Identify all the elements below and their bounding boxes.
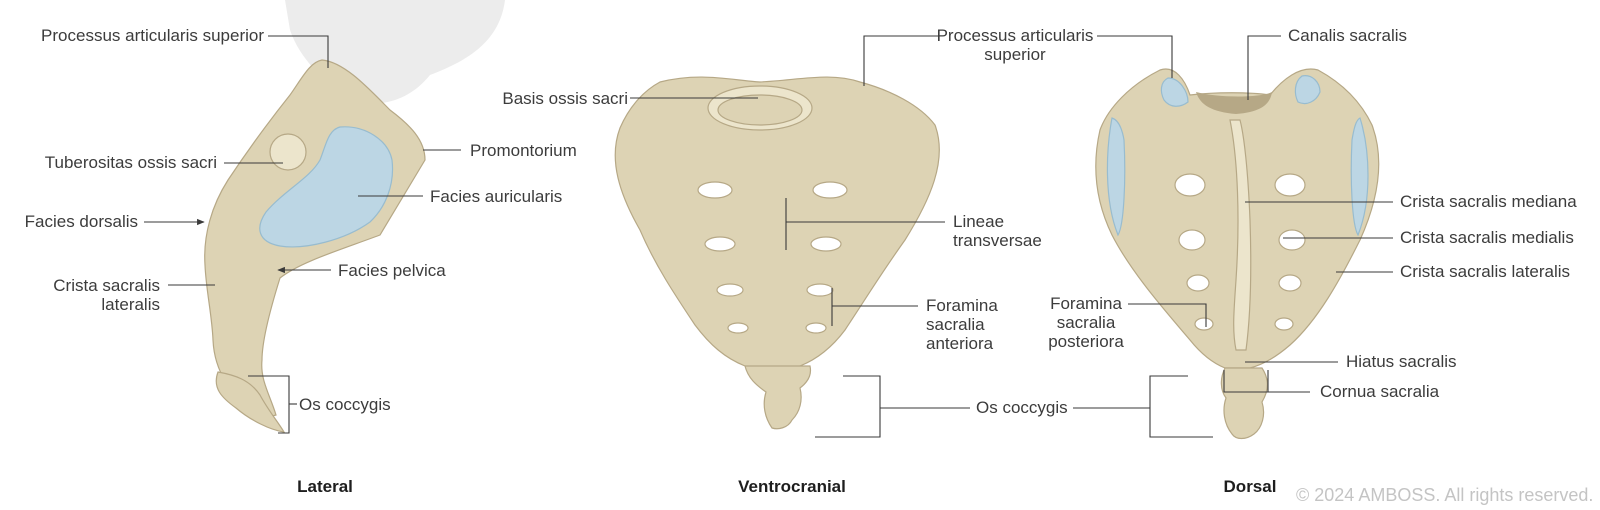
label-foramina-sacralia-anteriora: Foramina sacralia anteriora [926, 296, 998, 353]
leader-processus-articularis-ventral [864, 36, 939, 86]
label-facies-dorsalis: Facies dorsalis [24, 212, 138, 231]
label-cornua-sacralia: Cornua sacralia [1320, 382, 1440, 401]
foramen-posterior-2-left [1179, 230, 1205, 250]
basis-ossis-sacri-inner [718, 95, 802, 125]
label-os-coccygis-ventral: Os coccygis [976, 398, 1068, 417]
foramen-anterior-1-right [813, 182, 847, 198]
foramen-anterior-3-right [807, 284, 833, 296]
view-title-lateral: Lateral [297, 477, 353, 496]
ventrocranial-view-illustration [615, 77, 939, 429]
ventral-coccyx-bone [745, 366, 811, 429]
label-hiatus-sacralis: Hiatus sacralis [1346, 352, 1457, 371]
foramen-anterior-3-left [717, 284, 743, 296]
foramen-anterior-4-left [728, 323, 748, 333]
label-facies-auricularis: Facies auricularis [430, 187, 563, 206]
label-crista-sacralis-lateralis-lateral: Crista sacralis lateralis [53, 276, 160, 314]
foramen-posterior-4-right [1275, 318, 1293, 330]
label-tuberositas-ossis-sacri: Tuberositas ossis sacri [44, 153, 217, 172]
label-canalis-sacralis: Canalis sacralis [1288, 26, 1408, 45]
label-processus-articularis-superior-ventral: Processus articularis superior [936, 26, 1094, 64]
label-facies-pelvica: Facies pelvica [338, 261, 446, 280]
view-title-dorsal: Dorsal [1223, 477, 1277, 496]
foramen-anterior-4-right [806, 323, 826, 333]
leader-os-coccygis-dorsal [1150, 376, 1213, 437]
label-crista-sacralis-lateralis-dorsal: Crista sacralis lateralis [1400, 262, 1571, 281]
foramen-posterior-1-right [1275, 174, 1305, 196]
foramen-posterior-4-left [1195, 318, 1213, 330]
label-promontorium: Promontorium [470, 141, 577, 160]
label-foramina-sacralia-posteriora: Foramina sacralia posteriora [1048, 294, 1124, 351]
foramen-anterior-2-right [811, 237, 841, 251]
dorsal-coccyx-bone [1221, 368, 1267, 439]
copyright-notice: © 2024 AMBOSS. All rights reserved. [1296, 485, 1594, 505]
foramen-posterior-2-right [1279, 230, 1305, 250]
label-lineae-transversae: Lineae transversae [953, 212, 1042, 250]
foramen-posterior-3-left [1187, 275, 1209, 291]
foramen-anterior-2-left [705, 237, 735, 251]
label-crista-sacralis-mediana: Crista sacralis mediana [1400, 192, 1577, 211]
foramen-posterior-3-right [1279, 275, 1301, 291]
leader-os-coccygis-ventral [815, 376, 880, 437]
label-basis-ossis-sacri: Basis ossis sacri [502, 89, 628, 108]
foramen-posterior-1-left [1175, 174, 1205, 196]
label-crista-sacralis-medialis: Crista sacralis medialis [1400, 228, 1574, 247]
foramen-anterior-1-left [698, 182, 732, 198]
lateral-view-illustration [205, 0, 505, 432]
label-processus-articularis-superior-lateral: Processus articularis superior [41, 26, 264, 45]
label-os-coccygis-lateral: Os coccygis [299, 395, 391, 414]
view-title-ventrocranial: Ventrocranial [738, 477, 846, 496]
tuberositas-bump [270, 134, 306, 170]
